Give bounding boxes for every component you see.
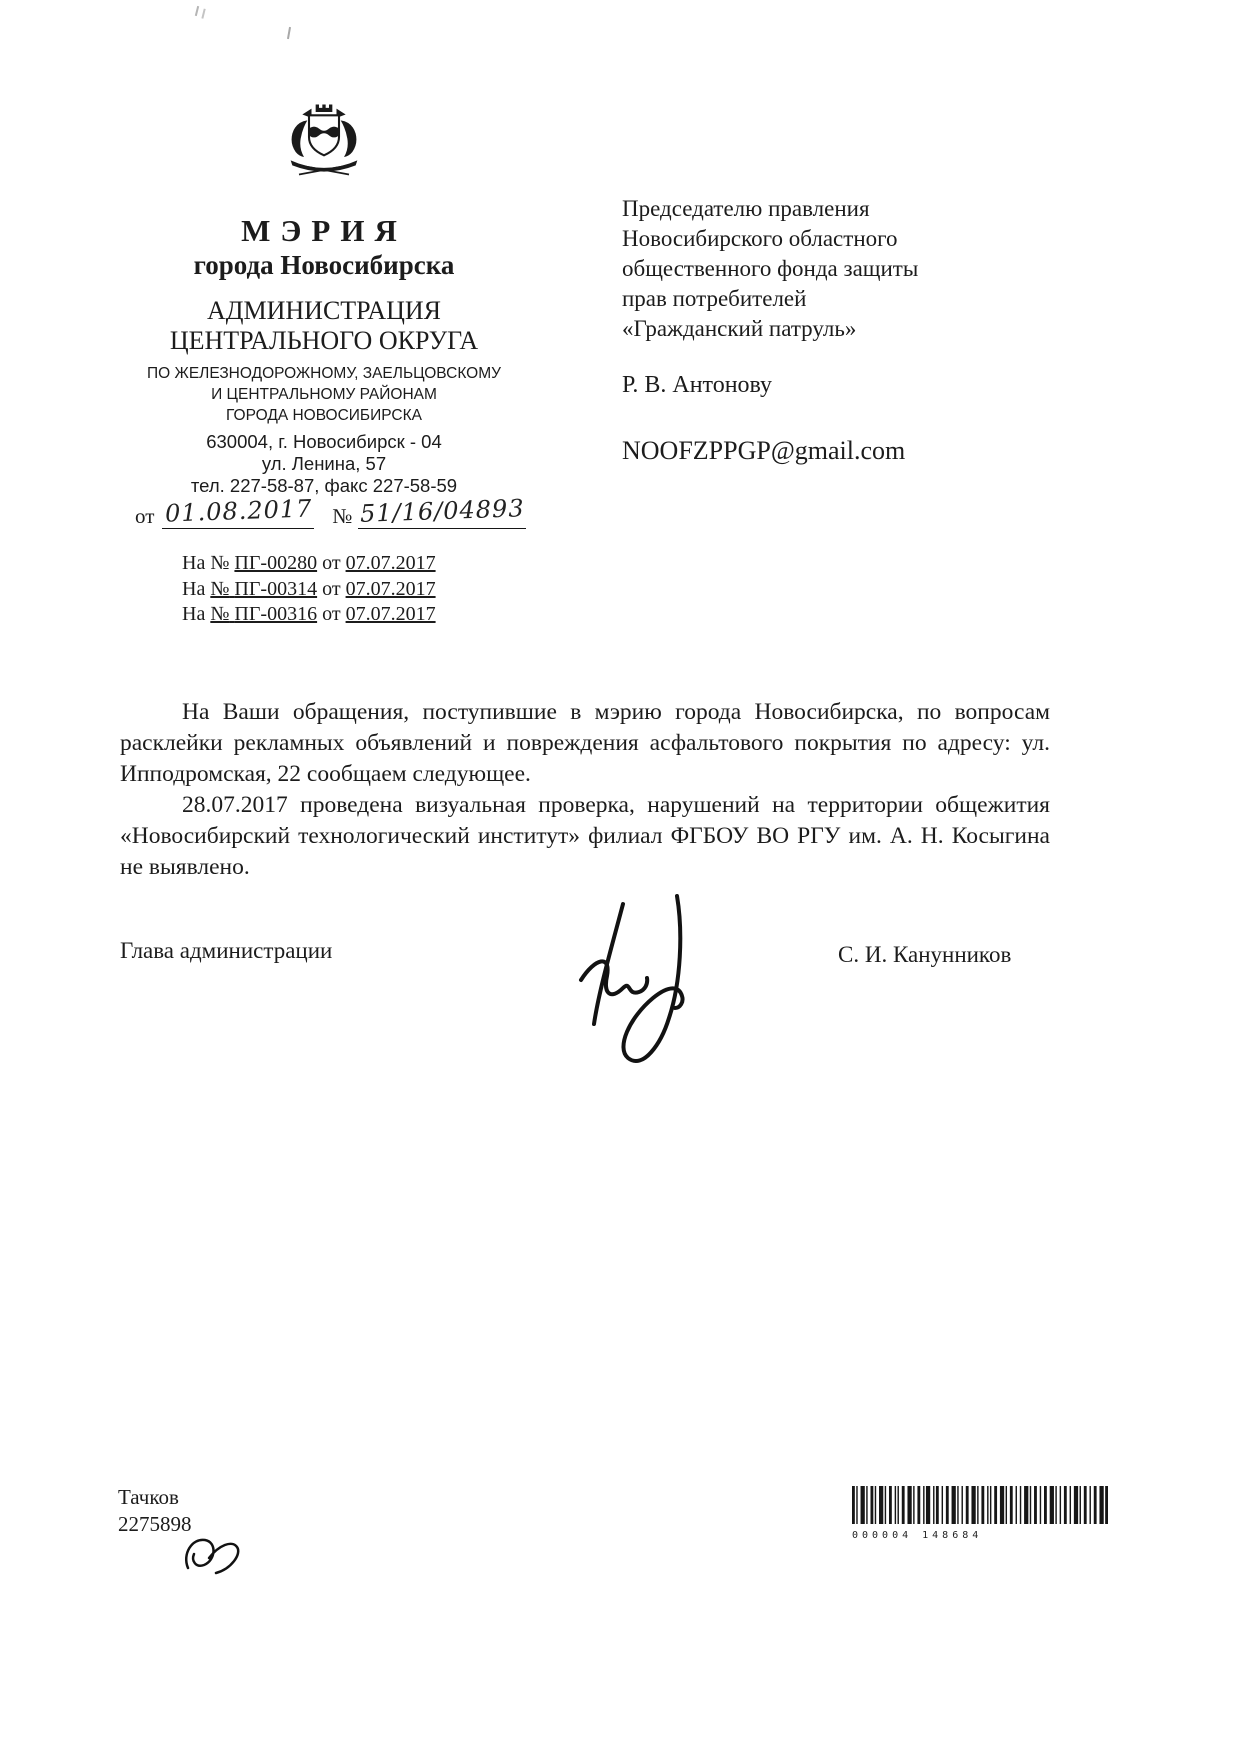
districts-line-3: ГОРОДА НОВОСИБИРСКА xyxy=(226,406,422,424)
handwritten-signature xyxy=(565,890,740,1075)
address-line-2: ул. Ленина, 57 xyxy=(261,452,387,474)
reference-line xyxy=(182,551,436,577)
address-line-1: 630004, г. Новосибирск - 04 xyxy=(206,430,442,452)
ref-date: 07.07.2017 xyxy=(345,552,436,574)
ref-ot: от xyxy=(322,552,341,574)
ref-prefix: На xyxy=(182,603,206,625)
ref-number-sign: № xyxy=(210,577,230,600)
signer-title: Глава администрации xyxy=(120,938,333,963)
org-name-city: города Новосибирска xyxy=(193,250,455,281)
signer-name: С. И. Канунников xyxy=(838,942,1012,967)
executor-initials-signature xyxy=(176,1528,251,1580)
ref-number-sign: № xyxy=(210,603,230,625)
districts-line-1: ПО ЖЕЛЕЗНОДОРОЖНОМУ, ЗАЕЛЬЦОВСКОМУ xyxy=(147,364,501,382)
org-name-district: ЦЕНТРАЛЬНОГО ОКРУГА xyxy=(169,326,479,356)
districts-line-2: И ЦЕНТРАЛЬНОМУ РАЙОНАМ xyxy=(211,385,437,403)
reference-line xyxy=(182,602,436,628)
executor-phone: 2275898 xyxy=(118,1512,192,1536)
ref-number: ПГ-00314 xyxy=(234,577,318,600)
from-label: от xyxy=(135,504,155,528)
number-sign: № xyxy=(332,504,353,528)
handwritten-number: 51/16/04893 xyxy=(359,494,526,528)
barcode-icon xyxy=(852,1486,1108,1524)
body-paragraph-2: 28.07.2017 проведена визуальная проверка, нарушений на территории общежития «Новосибирский технологический институт» филиал ФГБОУ ВО РГУ им. А. Н. Косыгина не выявлено. xyxy=(120,792,1050,880)
ref-prefix: На xyxy=(182,577,206,600)
ref-number: ПГ-00280 xyxy=(234,552,318,574)
ref-ot: от xyxy=(322,577,341,600)
barcode-digits: 000004 148684 xyxy=(852,1530,983,1541)
handwritten-date-field xyxy=(162,494,314,529)
org-name-administration: АДМИНИСТРАЦИЯ xyxy=(207,296,441,326)
ref-prefix: На xyxy=(182,552,206,574)
reference-line xyxy=(182,577,436,603)
handwritten-date: 01.08.2017 xyxy=(164,494,313,528)
ref-number-sign: № xyxy=(210,552,230,574)
scan-artifact xyxy=(195,6,199,16)
address-line-3: тел. 227-58-87, факс 227-58-59 xyxy=(190,474,458,496)
letter-body xyxy=(120,697,1050,883)
ref-date: 07.07.2017 xyxy=(345,603,436,625)
letterhead xyxy=(58,96,590,497)
recipient-block: Председателю правления Новосибирского областного общественного фонда защиты прав потребителей «Гражданский патруль» xyxy=(622,196,919,341)
outgoing-date-number-line xyxy=(135,494,526,529)
ref-date: 07.07.2017 xyxy=(345,577,436,600)
body-paragraph-1: На Ваши обращения, поступившие в мэрию города Новосибирска, по вопросам расклейки рекламных объявлений и повреждения асфальтового покрытия по адресу: ул. Ипподромская, 22 сообщаем следующее. xyxy=(120,699,1050,787)
document-barcode xyxy=(852,1486,1108,1541)
recipient-name: Р. В. Антонову xyxy=(622,372,773,398)
recipient-email: NOOFZPPGP@gmail.com xyxy=(622,436,906,465)
org-name-mayor: МЭРИЯ xyxy=(241,213,407,248)
coat-of-arms-icon xyxy=(274,96,374,188)
ref-number: ПГ-00316 xyxy=(234,603,318,625)
executor-name: Тачков xyxy=(118,1485,179,1509)
reference-lines xyxy=(182,551,436,628)
handwritten-number-field xyxy=(358,494,526,529)
ref-ot: от xyxy=(322,603,341,625)
scan-artifact xyxy=(287,27,291,39)
